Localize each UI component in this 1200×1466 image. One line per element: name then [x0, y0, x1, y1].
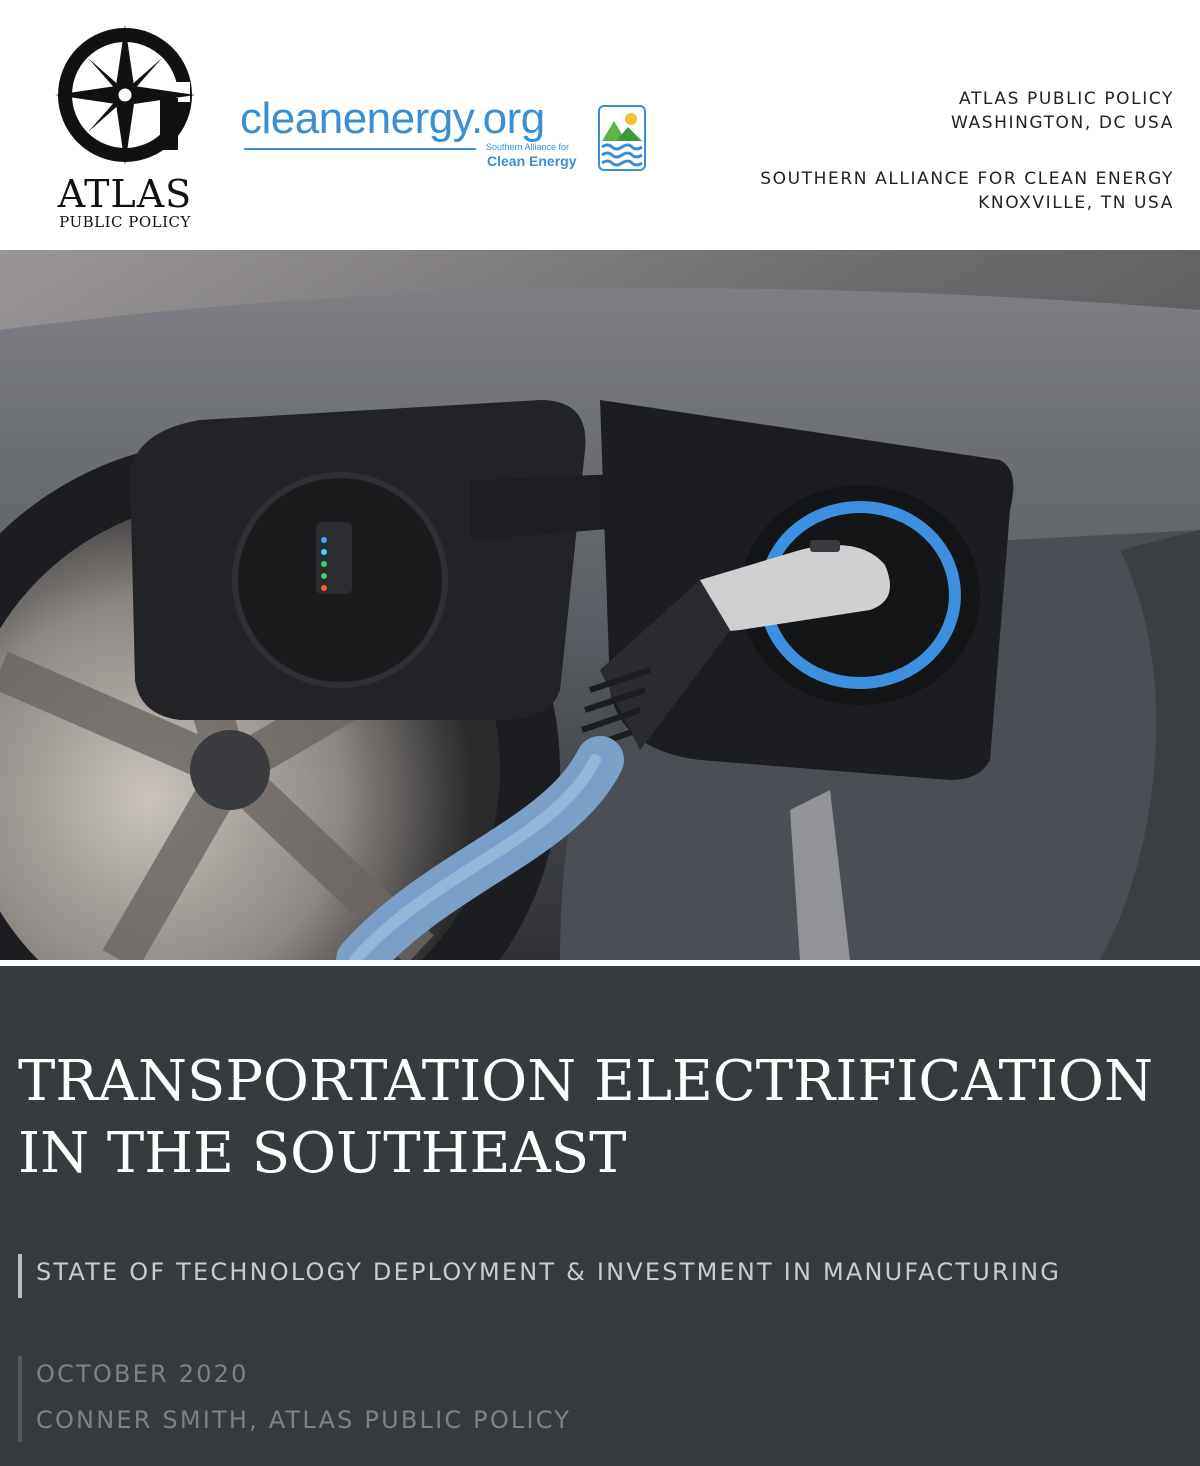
ev-charging-illustration [0, 250, 1200, 960]
cleanenergy-logo-word: cleanenergy.org [240, 94, 545, 143]
title-panel [0, 966, 1200, 1466]
meta-accent-bar [18, 1356, 22, 1442]
atlas-address [951, 87, 1174, 135]
atlas-public-policy-logo [50, 20, 200, 230]
atlas-address-line-1: ATLAS PUBLIC POLICY [959, 89, 1174, 109]
cleanenergy-org-logo [240, 95, 660, 185]
cleanenergy-tagline-bold: Clean Energy [487, 153, 577, 169]
atlas-address-line-2: WASHINGTON, DC USA [950, 113, 1174, 133]
subtitle-accent-bar [18, 1254, 22, 1298]
report-title-line-1: TRANSPORTATION ELECTRIFICATION [18, 1049, 1153, 1114]
report-header [0, 0, 1200, 250]
report-subtitle: STATE OF TECHNOLOGY DEPLOYMENT & INVESTMENT IN MANUFACTURING [36, 1258, 1062, 1286]
atlas-logo-subtitle: PUBLIC POLICY [59, 213, 191, 231]
compass-rose-icon [50, 20, 200, 170]
sace-address [760, 167, 1174, 215]
report-title [18, 1046, 1188, 1190]
cleanenergy-logo-underline [244, 148, 476, 150]
mountain-water-icon [598, 105, 646, 171]
report-title-line-2: IN THE SOUTHEAST [18, 1121, 627, 1186]
ev-charging-photo [0, 250, 1200, 960]
atlas-logo-word: ATLAS [57, 172, 193, 216]
report-author: CONNER SMITH, ATLAS PUBLIC POLICY [36, 1406, 572, 1434]
sace-address-line-2: KNOXVILLE, TN USA [978, 193, 1174, 213]
report-date: OCTOBER 2020 [36, 1360, 249, 1388]
sace-address-line-1: SOUTHERN ALLIANCE FOR CLEAN ENERGY [760, 169, 1174, 189]
cleanenergy-tagline-small: Southern Alliance for [486, 142, 570, 152]
